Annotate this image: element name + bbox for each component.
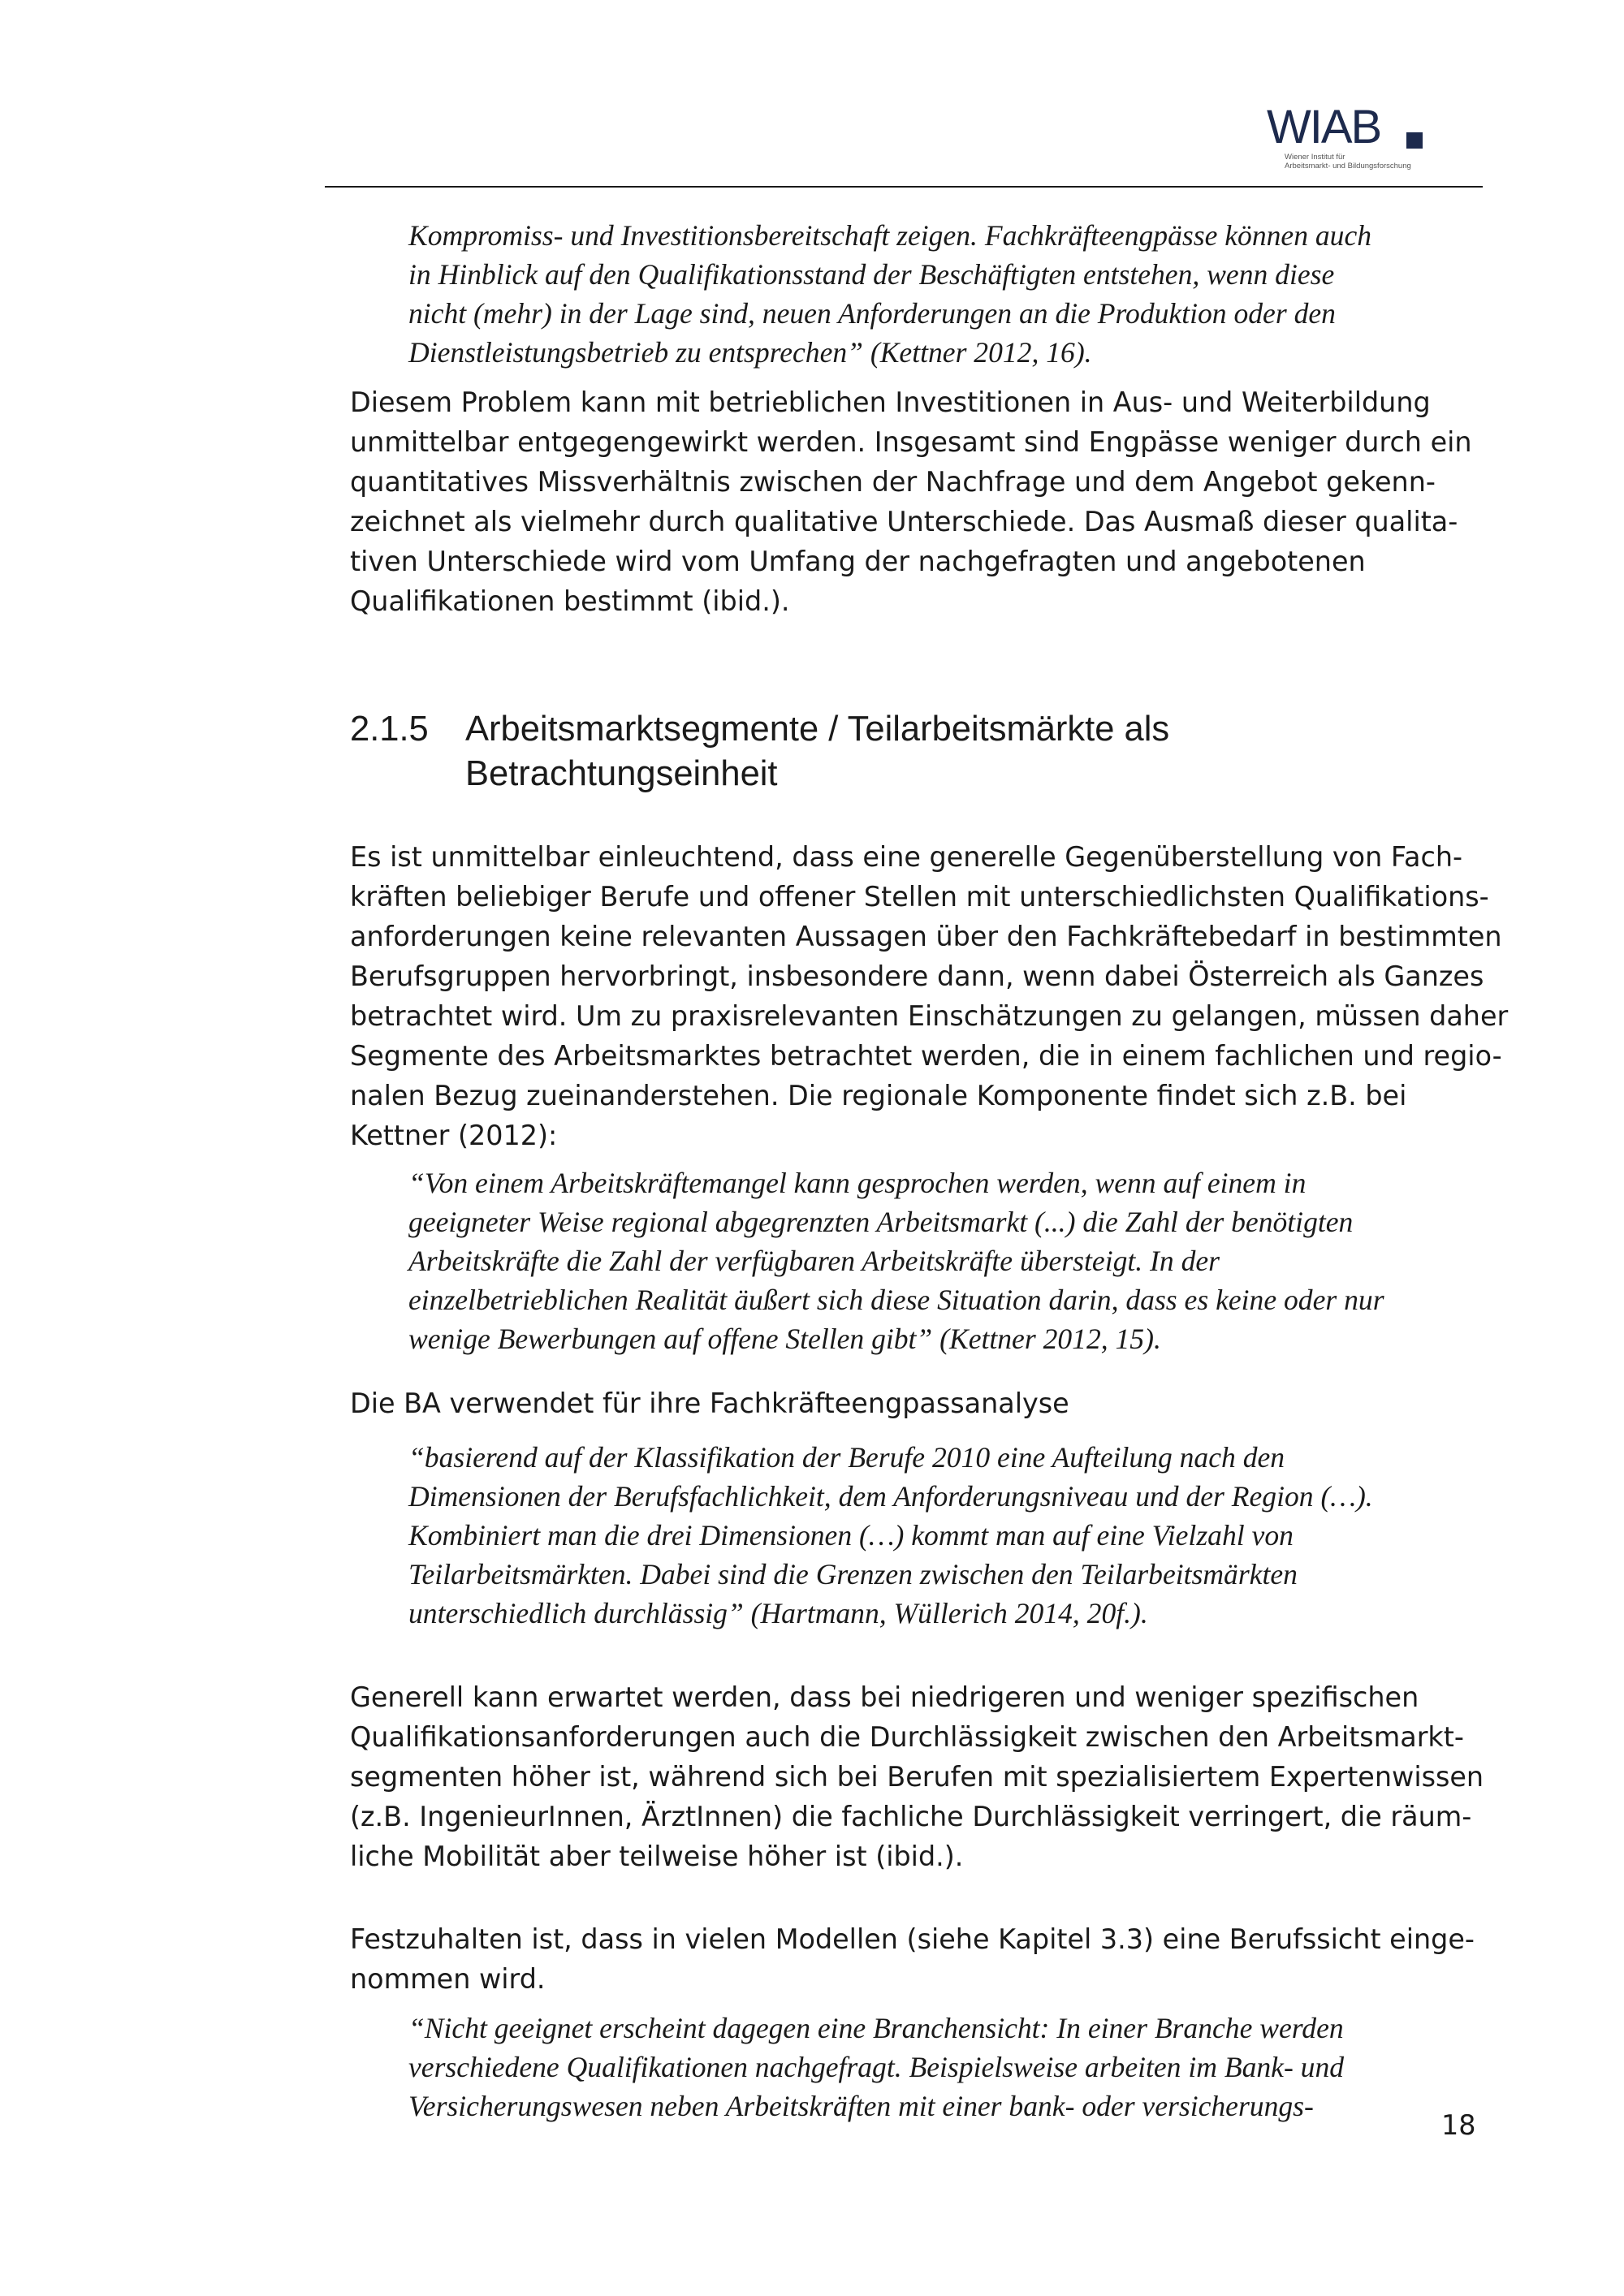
text-line: betrachtet wird. Um zu praxisrelevanten Einschätzungen zu gelangen, müssen daher bbox=[350, 1000, 1509, 1032]
quote-line: verschiedene Qualifikationen nachgefragt. Beispielsweise arbeiten im Bank- und bbox=[408, 2051, 1345, 2083]
paragraph-durchlaessigkeit bbox=[350, 1677, 1487, 1876]
text-line: kräften beliebiger Berufe und offener Stellen mit unterschiedlichsten Qualifikations- bbox=[350, 881, 1489, 913]
paragraph-gegenueberstellung bbox=[350, 837, 1509, 1155]
text-line: nommen wird. bbox=[350, 1963, 546, 1995]
text-line: Segmente des Arbeitsmarktes betrachtet werden, die in einem fachlichen und regio- bbox=[350, 1040, 1502, 1072]
paragraph-investitionen bbox=[350, 382, 1487, 621]
text-line: tiven Unterschiede wird vom Umfang der nachgefragten und angebotenen bbox=[350, 546, 1366, 577]
paragraph-ba-analyse bbox=[350, 1383, 1487, 1423]
page-number: 18 bbox=[1441, 2109, 1476, 2141]
text-line: Generell kann erwartet werden, dass bei niedrigeren und weniger spezifischen bbox=[350, 1681, 1419, 1713]
quote-line: Versicherungswesen neben Arbeitskräften mit einer bank- oder versicherungs- bbox=[408, 2090, 1314, 2122]
text-line: quantitatives Missverhältnis zwischen der Nachfrage und dem Angebot gekenn- bbox=[350, 466, 1436, 498]
logo-square-mark bbox=[1406, 132, 1423, 149]
logo-wordmark: WIAB bbox=[1267, 101, 1381, 153]
quote-line: Kompromiss- und Investitionsbereitschaft zeigen. Fachkräfteengpässe können auch bbox=[408, 219, 1372, 252]
section-number: 2.1.5 bbox=[350, 710, 429, 749]
text-line: segmenten höher ist, während sich bei Berufen mit spezialisiertem Expertenwissen bbox=[350, 1761, 1484, 1793]
text-line: zeichnet als vielmehr durch qualitative Unterschiede. Das Ausmaß dieser qualita- bbox=[350, 506, 1458, 537]
quote-line: “Von einem Arbeitskräftemangel kann gesprochen werden, wenn auf einem in bbox=[408, 1167, 1307, 1199]
wiab-logo bbox=[1267, 101, 1429, 177]
quote-kettner-2012-15 bbox=[408, 1163, 1497, 1358]
section-title-line-2: Betrachtungseinheit bbox=[465, 754, 778, 793]
quote-line: Dienstleistungsbetrieb zu entsprechen” (Kettner 2012, 16). bbox=[408, 336, 1092, 369]
text-line: nalen Bezug zueinanderstehen. Die regionale Komponente findet sich z.B. bei bbox=[350, 1080, 1407, 1111]
quote-line: einzelbetrieblichen Realität äußert sich diese Situation darin, dass es keine oder nur bbox=[408, 1284, 1384, 1316]
quote-line: “Nicht geeignet erscheint dagegen eine Branchensicht: In einer Branche werden bbox=[408, 2012, 1344, 2044]
quote-line: “basierend auf der Klassifikation der Berufe 2010 eine Aufteilung nach den bbox=[408, 1441, 1285, 1474]
quote-line: wenige Bewerbungen auf offene Stellen gibt” (Kettner 2012, 15). bbox=[408, 1323, 1161, 1355]
text-line: Die BA verwendet für ihre Fachkräfteengpassanalyse bbox=[350, 1388, 1069, 1419]
text-line: Berufsgruppen hervorbringt, insbesondere dann, wenn dabei Österreich als Ganzes bbox=[350, 960, 1484, 992]
paragraph-berufssicht bbox=[350, 1919, 1487, 1999]
quote-line: nicht (mehr) in der Lage sind, neuen Anforderungen an die Produktion oder den bbox=[408, 297, 1336, 330]
text-line: Kettner (2012): bbox=[350, 1120, 558, 1151]
quote-line: Kombiniert man die drei Dimensionen (…) kommt man auf eine Vielzahl von bbox=[408, 1519, 1294, 1552]
text-line: (z.B. IngenieurInnen, ÄrztInnen) die fachliche Durchlässigkeit verringert, die räum- bbox=[350, 1801, 1472, 1832]
quote-line: Dimensionen der Berufsfachlichkeit, dem Anforderungsniveau und der Region (…). bbox=[408, 1480, 1373, 1513]
text-line: Qualifikationsanforderungen auch die Durchlässigkeit zwischen den Arbeitsmarkt- bbox=[350, 1721, 1464, 1753]
text-line: unmittelbar entgegengewirkt werden. Insgesamt sind Engpässe weniger durch ein bbox=[350, 426, 1472, 458]
text-line: Es ist unmittelbar einleuchtend, dass eine generelle Gegenüberstellung von Fach- bbox=[350, 841, 1463, 873]
quote-line: Teilarbeitsmärkten. Dabei sind die Grenzen zwischen den Teilarbeitsmärkten bbox=[408, 1558, 1298, 1590]
header-divider bbox=[325, 186, 1483, 188]
text-line: Festzuhalten ist, dass in vielen Modellen (siehe Kapitel 3.3) eine Berufssicht einge- bbox=[350, 1923, 1475, 1955]
text-line: anforderungen keine relevanten Aussagen über den Fachkräftebedarf in bestimmten bbox=[350, 921, 1502, 952]
quote-branchensicht bbox=[408, 2009, 1497, 2126]
logo-subtitle-line-2: Arbeitsmarkt- und Bildungsforschung bbox=[1285, 162, 1411, 170]
quote-line: unterschiedlich durchlässig” (Hartmann, Wüllerich 2014, 20f.). bbox=[408, 1597, 1148, 1629]
quote-line: Arbeitskräfte die Zahl der verfügbaren Arbeitskräfte übersteigt. In der bbox=[408, 1245, 1220, 1277]
quote-kettner-2012-16 bbox=[408, 216, 1497, 372]
quote-hartmann-wuellerich-2014 bbox=[408, 1438, 1497, 1633]
text-line: Diesem Problem kann mit betrieblichen Investitionen in Aus- und Weiterbildung bbox=[350, 386, 1431, 418]
text-line: liche Mobilität aber teilweise höher ist (ibid.). bbox=[350, 1841, 964, 1872]
section-title-line-1: Arbeitsmarktsegmente / Teilarbeitsmärkte als bbox=[465, 710, 1170, 749]
logo-subtitle-line-1: Wiener Institut für bbox=[1285, 153, 1345, 162]
quote-line: in Hinblick auf den Qualifikationsstand der Beschäftigten entstehen, wenn diese bbox=[408, 258, 1335, 291]
quote-line: geeigneter Weise regional abgegrenzten Arbeitsmarkt (...) die Zahl der benötigten bbox=[408, 1206, 1354, 1238]
text-line: Qualifikationen bestimmt (ibid.). bbox=[350, 585, 790, 617]
